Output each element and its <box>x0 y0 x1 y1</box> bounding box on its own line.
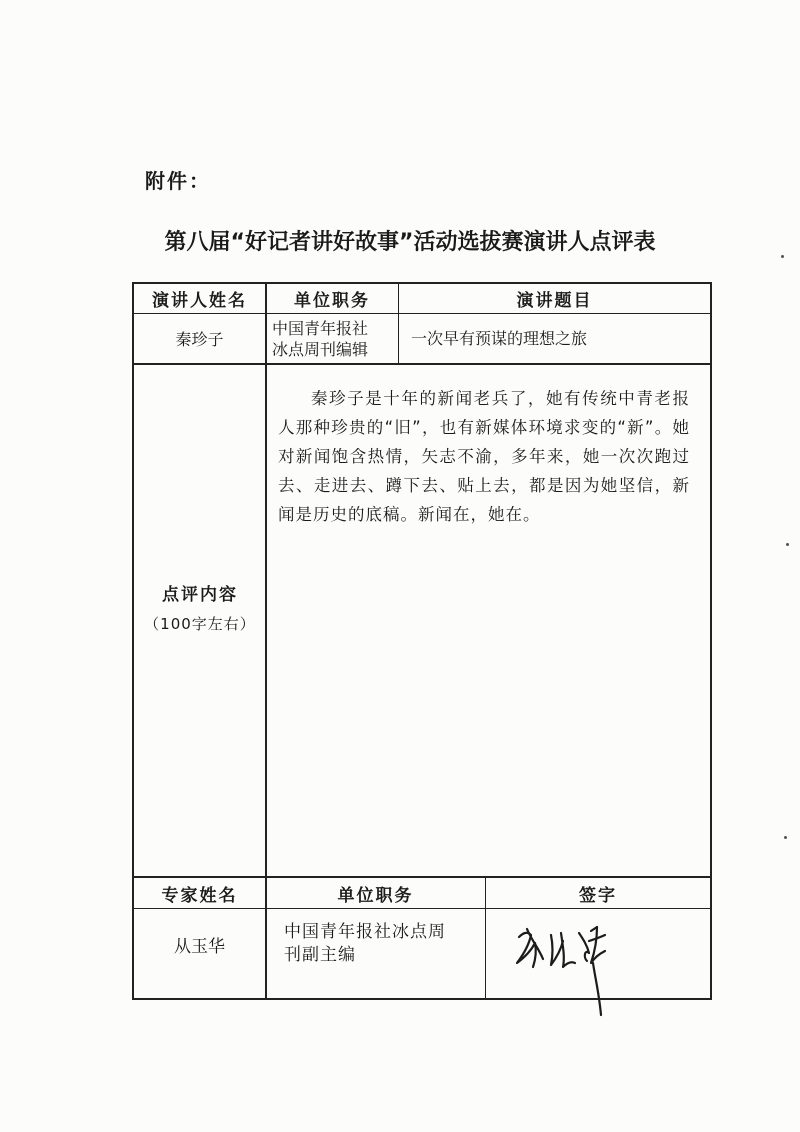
expert-position <box>266 909 485 979</box>
expert-position-line2: 刊副主编 <box>284 945 356 965</box>
attachment-label: 附件： <box>145 169 211 193</box>
scan-speck <box>781 255 784 258</box>
comment-text: 秦珍子是十年的新闻老兵了，她有传统中青老报人那种珍贵的“旧”，也有新媒体环境求变的“新”。她对新闻饱含热情，矢志不渝，多年来，她一次次跑过去、走进去、蹲下去、贴上去，都是因为她坚信，新闻是历史的底稿。新闻在，她在。 <box>278 389 690 524</box>
header-expert-position: 单位职务 <box>337 885 414 906</box>
speaker-position-line1: 中国青年报社 <box>272 318 369 338</box>
header-speaker-position: 单位职务 <box>294 291 370 311</box>
scan-speck <box>784 836 787 839</box>
speech-topic: 一次早有预谋的理想之旅 <box>411 329 588 348</box>
speaker-position <box>266 314 398 363</box>
expert-position-line1: 中国青年报社冰点周 <box>284 922 446 942</box>
speaker-name: 秦珍子 <box>175 330 224 349</box>
header-speaker-name: 演讲人姓名 <box>152 291 247 311</box>
scan-speck <box>786 543 789 546</box>
speaker-position-line2: 冰点周刊编辑 <box>272 339 369 359</box>
header-expert-name: 专家姓名 <box>161 885 238 906</box>
form-title: 第八届“好记者讲好故事”活动选拔赛演讲人点评表 <box>164 230 656 255</box>
comment-sublabel: （100字左右） <box>144 615 256 633</box>
header-signature: 签字 <box>579 885 617 906</box>
comment-label-block <box>134 580 266 634</box>
header-speech-topic: 演讲题目 <box>516 291 593 311</box>
handwritten-signature <box>505 905 645 1030</box>
expert-name: 从玉华 <box>174 936 225 957</box>
comment-label: 点评内容 <box>162 585 238 605</box>
row-divider <box>132 363 712 365</box>
